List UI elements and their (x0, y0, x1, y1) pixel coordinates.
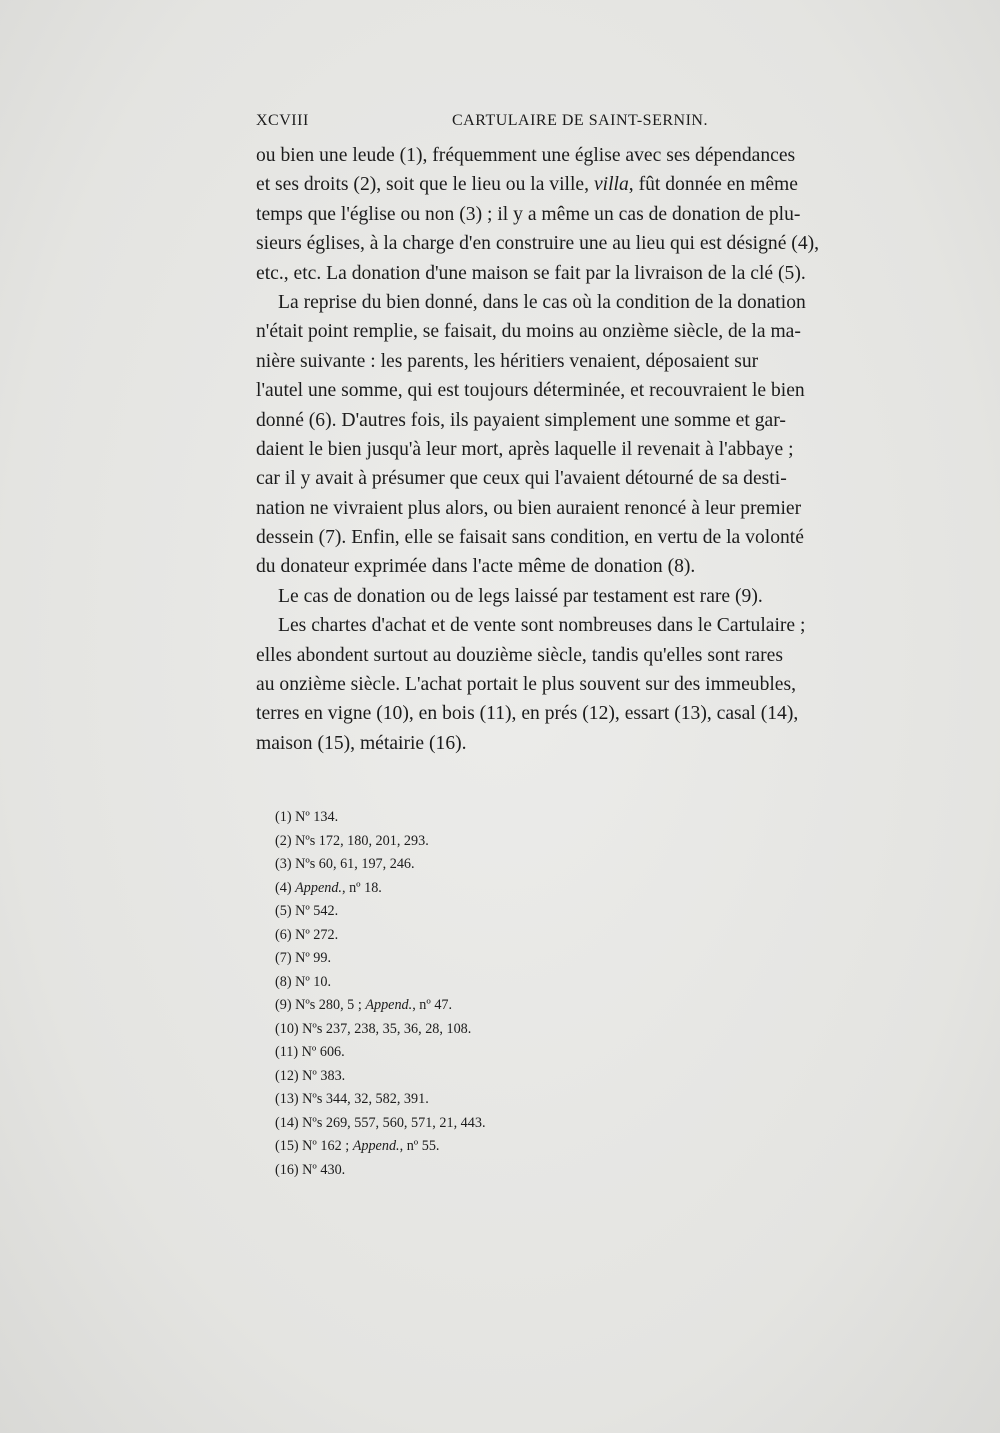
footnote: (16) Nº 430. (275, 1161, 346, 1178)
text-line: et ses droits (2), soit que le lieu ou la ville, villa, fût donnée en même (256, 174, 798, 196)
footnote: (13) Nºs 344, 32, 582, 391. (275, 1091, 429, 1107)
text-line: La reprise du bien donné, dans le cas où la condition de la donation (278, 291, 806, 313)
text-line: dessein (7). Enfin, elle se faisait sans condition, en vertu de la volonté (256, 527, 804, 549)
footnotes (275, 806, 675, 1182)
footnote: (4) Append., nº 18. (275, 879, 382, 896)
text-line: nière suivante : les parents, les héritiers venaient, déposaient sur (256, 350, 759, 372)
page-header (256, 112, 746, 136)
paragraph (256, 582, 763, 611)
text-line: etc., etc. La donation d'une maison se fait par la livraison de la clé (5). (256, 262, 806, 284)
text-line: au onzième siècle. L'achat portait le plus souvent sur des immeubles, (256, 674, 797, 696)
footnote: (15) Nº 162 ; Append., nº 55. (275, 1138, 440, 1154)
footnote: (14) Nºs 269, 557, 560, 571, 21, 443. (275, 1114, 486, 1131)
folio-number: XCVIII (256, 112, 309, 129)
text-line: terres en vigne (10), en bois (11), en prés (12), essart (13), casal (14), (256, 703, 799, 725)
text-line: du donateur exprimée dans l'acte même de donation (8). (256, 556, 696, 578)
text-line: l'autel une somme, qui est toujours déterminée, et recouvraient le bien (256, 380, 805, 402)
text-line: car il y avait à présumer que ceux qui l'avaient détourné de sa desti- (256, 468, 787, 490)
footnote: (2) Nºs 172, 180, 201, 293. (275, 832, 429, 849)
text-line: daient le bien jusqu'à leur mort, après laquelle il revenait à l'abbaye ; (256, 438, 794, 460)
footnote: (3) Nºs 60, 61, 197, 246. (275, 856, 415, 872)
text-line: sieurs églises, à la charge d'en construire une au lieu qui est désigné (4), (256, 233, 820, 255)
text-line: temps que l'église ou non (3) ; il y a même un cas de donation de plu- (256, 203, 801, 225)
text-line: Le cas de donation ou de legs laissé par testament est rare (9). (278, 585, 763, 607)
footnote: (10) Nºs 237, 238, 35, 36, 28, 108. (275, 1020, 472, 1037)
body-text (256, 141, 820, 758)
running-title: CARTULAIRE DE SAINT-SERNIN. (452, 112, 708, 129)
paragraph (256, 141, 820, 288)
footnote: (8) Nº 10. (275, 973, 332, 990)
text-line: ou bien une leude (1), fréquemment une église avec ses dépendances (256, 145, 796, 166)
text-line: elles abondent surtout au douzième siècle, tandis qu'elles sont rares (256, 644, 783, 666)
paragraph (256, 288, 806, 582)
footnote: (5) Nº 542. (275, 903, 339, 919)
text-line: n'était point remplie, se faisait, du moins au onzième siècle, de la ma- (256, 321, 801, 343)
footnote: (1) Nº 134. (275, 809, 339, 825)
footnote: (7) Nº 99. (275, 950, 332, 966)
footnote: (9) Nºs 280, 5 ; Append., nº 47. (275, 997, 453, 1013)
footnote: (6) Nº 272. (275, 926, 339, 943)
footnote: (12) Nº 383. (275, 1067, 346, 1084)
text-line: nation ne vivraient plus alors, ou bien auraient renoncé à leur premier (256, 497, 802, 519)
text-line: donné (6). D'autres fois, ils payaient simplement une somme et gar- (256, 409, 786, 431)
text-line: Les chartes d'achat et de vente sont nombreuses dans le Cartulaire ; (278, 615, 806, 637)
footnote: (11) Nº 606. (275, 1044, 345, 1060)
text-line: maison (15), métairie (16). (256, 732, 467, 754)
paragraph (256, 611, 806, 758)
